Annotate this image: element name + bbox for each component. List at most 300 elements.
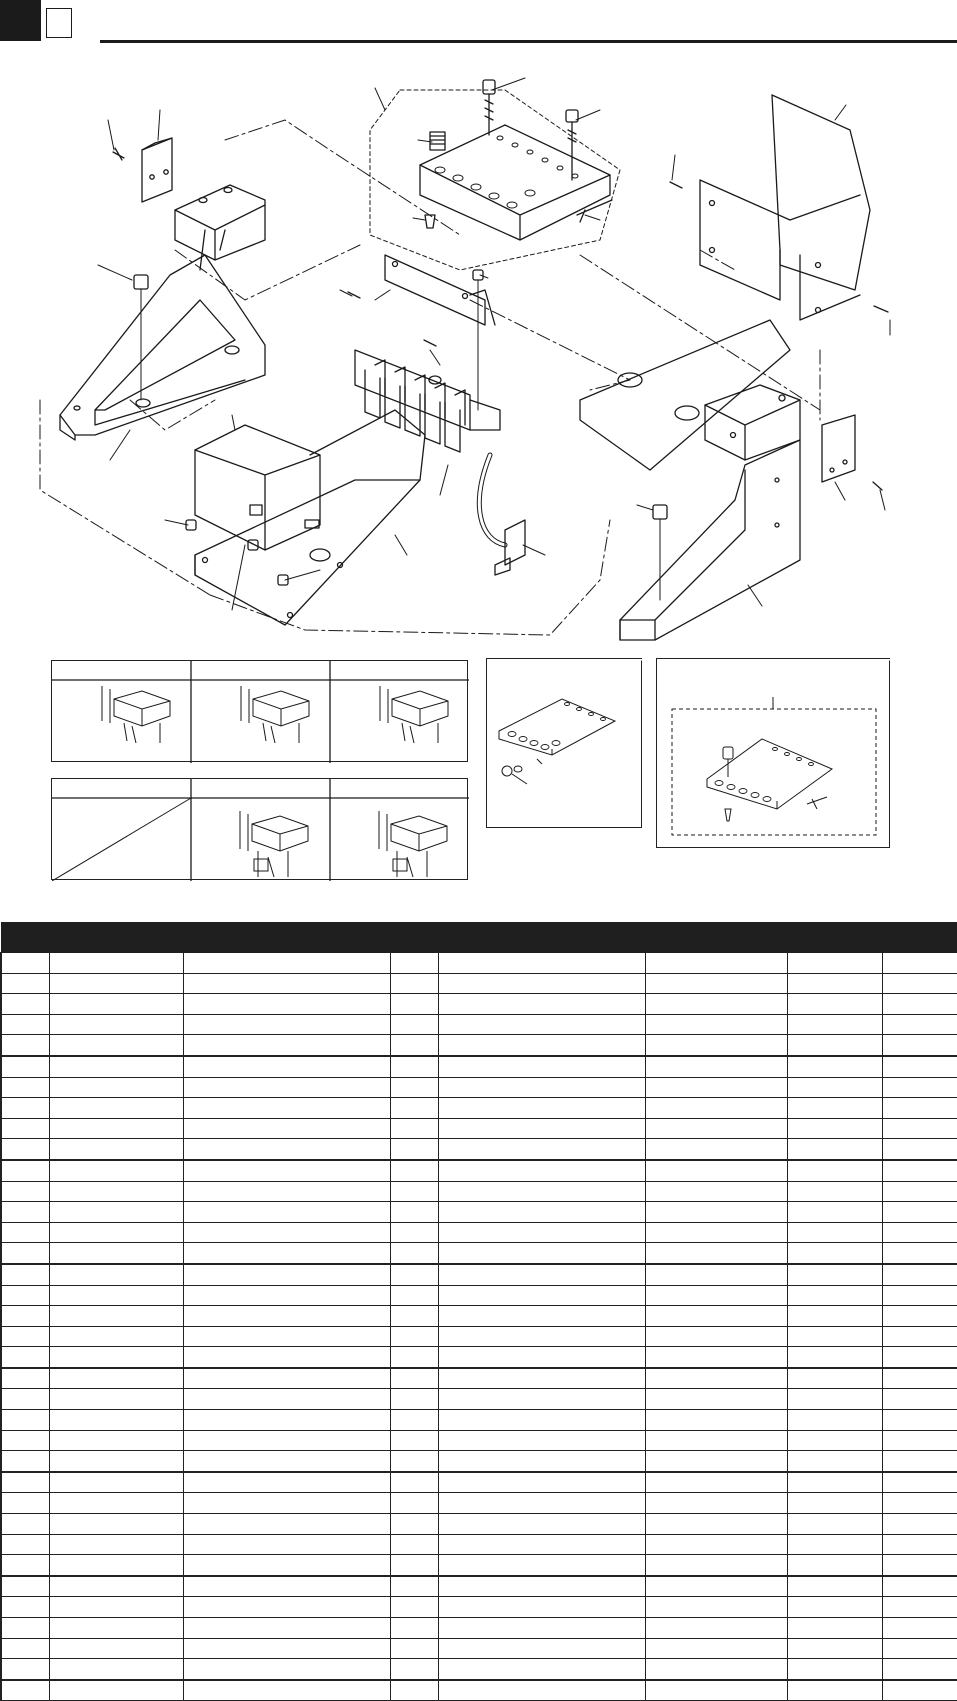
table-cell xyxy=(645,1576,787,1597)
table-cell xyxy=(1,1659,49,1680)
table-cell xyxy=(183,1243,390,1264)
table-cell xyxy=(1,1077,49,1098)
table-cell xyxy=(787,1347,882,1368)
table-row xyxy=(1,1472,957,1493)
table-cell xyxy=(183,1680,390,1701)
table-cell xyxy=(49,1264,183,1285)
table-cell xyxy=(787,1680,882,1701)
table-cell xyxy=(183,1326,390,1347)
variant-5-sketch xyxy=(379,811,447,877)
table-cell xyxy=(882,1597,957,1618)
table-cell xyxy=(438,1077,645,1098)
table-cell xyxy=(645,1389,787,1410)
table-cell xyxy=(787,1597,882,1618)
table-cell xyxy=(183,1638,390,1659)
table-cell xyxy=(438,1451,645,1472)
table-cell xyxy=(882,1389,957,1410)
table-row xyxy=(1,1181,957,1202)
table-row xyxy=(1,1056,957,1077)
table-cell xyxy=(645,1493,787,1514)
table-cell xyxy=(183,973,390,994)
table-cell xyxy=(645,1514,787,1535)
table-cell xyxy=(390,1618,438,1639)
table-cell xyxy=(49,1368,183,1389)
table-cell xyxy=(390,1098,438,1119)
table-cell xyxy=(787,1514,882,1535)
table-cell xyxy=(49,1160,183,1181)
table-cell xyxy=(183,1285,390,1306)
table-cell xyxy=(390,1347,438,1368)
table-cell xyxy=(882,1430,957,1451)
table-cell xyxy=(787,1014,882,1035)
table-cell xyxy=(787,1555,882,1576)
table-row xyxy=(1,1202,957,1223)
table-cell xyxy=(645,1098,787,1119)
table-row xyxy=(1,1514,957,1535)
table-cell xyxy=(645,1430,787,1451)
table-cell xyxy=(1,1243,49,1264)
table-cell xyxy=(1,1680,49,1701)
table-cell xyxy=(645,1077,787,1098)
table-cell xyxy=(49,1347,183,1368)
table-cell xyxy=(882,994,957,1015)
table-cell xyxy=(390,1222,438,1243)
table-cell xyxy=(438,1160,645,1181)
table-cell xyxy=(183,994,390,1015)
table-cell xyxy=(390,1139,438,1160)
table-cell xyxy=(49,1181,183,1202)
table-cell xyxy=(882,1638,957,1659)
table-cell xyxy=(49,1410,183,1431)
parts-table-body xyxy=(1,953,957,1701)
table-cell xyxy=(390,1202,438,1223)
table-cell xyxy=(882,1410,957,1431)
table-row xyxy=(1,1597,957,1618)
table-cell xyxy=(438,1285,645,1306)
table-cell xyxy=(1,1389,49,1410)
table-cell xyxy=(183,1098,390,1119)
table-cell xyxy=(882,973,957,994)
table-cell xyxy=(882,1347,957,1368)
table-cell xyxy=(390,1451,438,1472)
table-cell xyxy=(787,1659,882,1680)
table-cell xyxy=(390,1514,438,1535)
table-cell xyxy=(645,1597,787,1618)
table-cell xyxy=(49,1472,183,1493)
table-cell xyxy=(49,1077,183,1098)
table-cell xyxy=(645,1410,787,1431)
table-row xyxy=(1,1555,957,1576)
table-cell xyxy=(882,1035,957,1056)
table-cell xyxy=(1,1534,49,1555)
table-cell xyxy=(49,1618,183,1639)
table-cell xyxy=(645,1680,787,1701)
right-mounting-block xyxy=(705,385,800,460)
table-cell xyxy=(787,1472,882,1493)
table-cell xyxy=(183,1451,390,1472)
table-cell xyxy=(438,1576,645,1597)
table-cell xyxy=(390,1680,438,1701)
table-cell xyxy=(49,1555,183,1576)
table-cell xyxy=(390,1285,438,1306)
table-cell xyxy=(787,1430,882,1451)
table-cell xyxy=(1,1160,49,1181)
table-cell xyxy=(645,1451,787,1472)
table-cell xyxy=(390,1326,438,1347)
table-cell xyxy=(787,1139,882,1160)
table-cell xyxy=(1,973,49,994)
table-cell xyxy=(49,1098,183,1119)
table-row xyxy=(1,1326,957,1347)
table-cell xyxy=(183,953,390,974)
table-cell xyxy=(390,1056,438,1077)
table-cell xyxy=(1,1514,49,1535)
table-cell xyxy=(390,1430,438,1451)
table-cell xyxy=(49,1285,183,1306)
table-cell xyxy=(438,994,645,1015)
table-cell xyxy=(438,1139,645,1160)
table-row xyxy=(1,1430,957,1451)
table-cell xyxy=(390,1264,438,1285)
table-cell xyxy=(390,1077,438,1098)
table-cell xyxy=(645,1306,787,1327)
table-cell xyxy=(183,1118,390,1139)
detail-panel-a xyxy=(486,658,642,828)
table-cell xyxy=(787,1576,882,1597)
table-cell xyxy=(1,1285,49,1306)
table-cell xyxy=(183,1264,390,1285)
table-cell xyxy=(390,1659,438,1680)
table-cell xyxy=(787,1368,882,1389)
table-cell xyxy=(1,1638,49,1659)
table-cell xyxy=(183,1472,390,1493)
table-cell xyxy=(49,1659,183,1680)
table-cell xyxy=(183,1306,390,1327)
table-cell xyxy=(390,1534,438,1555)
table-cell xyxy=(882,1056,957,1077)
table-row xyxy=(1,973,957,994)
table-row xyxy=(1,1493,957,1514)
table-row xyxy=(1,1077,957,1098)
table-cell xyxy=(645,1534,787,1555)
manifold-block xyxy=(420,125,612,240)
table-cell xyxy=(183,1430,390,1451)
table-cell xyxy=(882,1680,957,1701)
table-cell xyxy=(49,1035,183,1056)
right-base-plate xyxy=(580,320,790,470)
table-cell xyxy=(1,1181,49,1202)
table-cell xyxy=(438,1659,645,1680)
table-cell xyxy=(438,1243,645,1264)
table-row xyxy=(1,1264,957,1285)
table-cell xyxy=(1,1597,49,1618)
table-cell xyxy=(645,973,787,994)
table-cell xyxy=(1,1555,49,1576)
table-cell xyxy=(390,1368,438,1389)
table-cell xyxy=(438,1056,645,1077)
column-header xyxy=(787,923,882,953)
table-cell xyxy=(645,1264,787,1285)
table-cell xyxy=(645,1472,787,1493)
table-cell xyxy=(438,1035,645,1056)
table-cell xyxy=(1,1202,49,1223)
table-cell xyxy=(438,1098,645,1119)
table-header-row xyxy=(1,923,957,953)
table-cell xyxy=(390,1160,438,1181)
table-cell xyxy=(49,1243,183,1264)
air-tube-fitting xyxy=(479,455,525,575)
table-cell xyxy=(1,1098,49,1119)
table-cell xyxy=(49,1139,183,1160)
table-cell xyxy=(882,1285,957,1306)
table-cell xyxy=(438,1222,645,1243)
table-cell xyxy=(882,1659,957,1680)
table-cell xyxy=(183,1347,390,1368)
table-cell xyxy=(787,1493,882,1514)
table-row xyxy=(1,953,957,974)
table-cell xyxy=(645,1056,787,1077)
table-cell xyxy=(438,1202,645,1223)
table-cell xyxy=(882,1555,957,1576)
table-cell xyxy=(438,1306,645,1327)
table-cell xyxy=(787,1056,882,1077)
table-cell xyxy=(183,1493,390,1514)
table-cell xyxy=(645,1139,787,1160)
table-cell xyxy=(882,1139,957,1160)
table-cell xyxy=(787,994,882,1015)
table-cell xyxy=(787,1264,882,1285)
table-cell xyxy=(645,953,787,974)
table-cell xyxy=(882,1306,957,1327)
table-cell xyxy=(183,1534,390,1555)
table-cell xyxy=(787,1160,882,1181)
table-row xyxy=(1,1368,957,1389)
table-cell xyxy=(645,1326,787,1347)
left-base-bracket xyxy=(60,230,265,440)
table-cell xyxy=(1,1430,49,1451)
table-cell xyxy=(183,1576,390,1597)
table-cell xyxy=(49,973,183,994)
table-cell xyxy=(183,1181,390,1202)
table-cell xyxy=(183,1514,390,1535)
variant-3-sketch xyxy=(380,686,448,743)
table-cell xyxy=(390,1555,438,1576)
table-cell xyxy=(390,1493,438,1514)
table-cell xyxy=(390,1472,438,1493)
table-cell xyxy=(183,1659,390,1680)
table-cell xyxy=(183,1410,390,1431)
table-cell xyxy=(1,1222,49,1243)
table-cell xyxy=(882,1493,957,1514)
table-cell xyxy=(882,1576,957,1597)
table-cell xyxy=(49,1202,183,1223)
table-cell xyxy=(1,1056,49,1077)
table-cell xyxy=(49,1680,183,1701)
base-tray xyxy=(195,410,425,625)
valve-bracket xyxy=(348,255,495,410)
table-cell xyxy=(882,1118,957,1139)
table-cell xyxy=(438,1493,645,1514)
table-cell xyxy=(49,1014,183,1035)
table-cell xyxy=(882,1222,957,1243)
table-cell xyxy=(645,1659,787,1680)
table-cell xyxy=(882,1202,957,1223)
table-cell xyxy=(49,1326,183,1347)
table-cell xyxy=(645,1555,787,1576)
table-cell xyxy=(438,1514,645,1535)
table-cell xyxy=(1,1618,49,1639)
table-cell xyxy=(1,994,49,1015)
table-cell xyxy=(787,1534,882,1555)
table-cell xyxy=(438,1430,645,1451)
table-cell xyxy=(882,1264,957,1285)
table-cell xyxy=(183,1368,390,1389)
variant-4-sketch xyxy=(240,811,308,877)
table-row xyxy=(1,1098,957,1119)
column-header xyxy=(645,923,787,953)
table-cell xyxy=(438,1534,645,1555)
callout-leaders xyxy=(98,78,890,610)
table-cell xyxy=(438,1181,645,1202)
table-cell xyxy=(1,1451,49,1472)
table-cell xyxy=(438,1472,645,1493)
table-cell xyxy=(49,1306,183,1327)
table-cell xyxy=(49,1222,183,1243)
right-top-bracket xyxy=(670,95,888,320)
table-cell xyxy=(183,1555,390,1576)
table-cell xyxy=(183,1389,390,1410)
table-cell xyxy=(1,1014,49,1035)
table-cell xyxy=(438,1410,645,1431)
table-cell xyxy=(882,1098,957,1119)
table-cell xyxy=(438,1618,645,1639)
table-cell xyxy=(1,1368,49,1389)
table-cell xyxy=(645,1035,787,1056)
table-cell xyxy=(787,1410,882,1431)
table-cell xyxy=(49,1597,183,1618)
table-cell xyxy=(787,1451,882,1472)
table-cell xyxy=(645,1222,787,1243)
left-l-plate xyxy=(142,138,172,202)
table-row xyxy=(1,1659,957,1680)
table-cell xyxy=(1,1118,49,1139)
table-cell xyxy=(390,953,438,974)
table-cell xyxy=(1,1306,49,1327)
table-cell xyxy=(390,994,438,1015)
table-cell xyxy=(438,953,645,974)
table-cell xyxy=(882,1514,957,1535)
column-header xyxy=(390,923,438,953)
table-cell xyxy=(882,1014,957,1035)
table-cell xyxy=(49,1493,183,1514)
table-cell xyxy=(1,1576,49,1597)
table-cell xyxy=(645,1347,787,1368)
table-cell xyxy=(390,1181,438,1202)
table-cell xyxy=(787,1638,882,1659)
table-cell xyxy=(882,953,957,974)
table-row xyxy=(1,1035,957,1056)
table-cell xyxy=(1,1347,49,1368)
table-row xyxy=(1,1222,957,1243)
table-cell xyxy=(49,1056,183,1077)
table-cell xyxy=(390,1035,438,1056)
table-cell xyxy=(183,1014,390,1035)
table-cell xyxy=(645,1368,787,1389)
column-header xyxy=(183,923,390,953)
table-cell xyxy=(787,1077,882,1098)
table-cell xyxy=(183,1035,390,1056)
table-cell xyxy=(882,1472,957,1493)
table-cell xyxy=(645,1285,787,1306)
table-row xyxy=(1,1347,957,1368)
table-row xyxy=(1,994,957,1015)
table-cell xyxy=(882,1160,957,1181)
detail-panel-b xyxy=(656,658,890,848)
table-cell xyxy=(49,1118,183,1139)
table-row xyxy=(1,1451,957,1472)
table-cell xyxy=(787,1243,882,1264)
table-cell xyxy=(882,1368,957,1389)
table-cell xyxy=(787,1326,882,1347)
table-cell xyxy=(787,1618,882,1639)
table-cell xyxy=(882,1534,957,1555)
table-row xyxy=(1,1306,957,1327)
variant-2-sketch xyxy=(241,686,309,743)
table-cell xyxy=(645,994,787,1015)
table-cell xyxy=(882,1181,957,1202)
table-cell xyxy=(438,1014,645,1035)
table-cell xyxy=(1,953,49,974)
table-cell xyxy=(390,973,438,994)
table-cell xyxy=(645,1118,787,1139)
table-cell xyxy=(438,973,645,994)
column-header xyxy=(49,923,183,953)
table-cell xyxy=(390,1118,438,1139)
table-cell xyxy=(787,1181,882,1202)
table-cell xyxy=(1,1410,49,1431)
column-header xyxy=(438,923,645,953)
table-row xyxy=(1,1160,957,1181)
table-cell xyxy=(438,1638,645,1659)
table-cell xyxy=(390,1243,438,1264)
table-cell xyxy=(390,1306,438,1327)
table-row xyxy=(1,1680,957,1701)
table-cell xyxy=(787,1202,882,1223)
table-cell xyxy=(645,1202,787,1223)
table-row xyxy=(1,1534,957,1555)
table-cell xyxy=(882,1451,957,1472)
table-cell xyxy=(390,1597,438,1618)
table-cell xyxy=(49,1534,183,1555)
table-row xyxy=(1,1618,957,1639)
table-cell xyxy=(183,1202,390,1223)
table-row xyxy=(1,1118,957,1139)
table-cell xyxy=(1,1326,49,1347)
table-cell xyxy=(645,1618,787,1639)
table-cell xyxy=(49,1514,183,1535)
table-row xyxy=(1,1014,957,1035)
table-cell xyxy=(787,1118,882,1139)
right-leg-bracket xyxy=(620,440,800,640)
table-row xyxy=(1,1576,957,1597)
table-cell xyxy=(645,1014,787,1035)
table-cell xyxy=(645,1243,787,1264)
parts-table xyxy=(0,922,957,1701)
table-cell xyxy=(49,1638,183,1659)
table-cell xyxy=(787,1306,882,1327)
right-l-plate xyxy=(822,415,882,490)
table-cell xyxy=(183,1160,390,1181)
